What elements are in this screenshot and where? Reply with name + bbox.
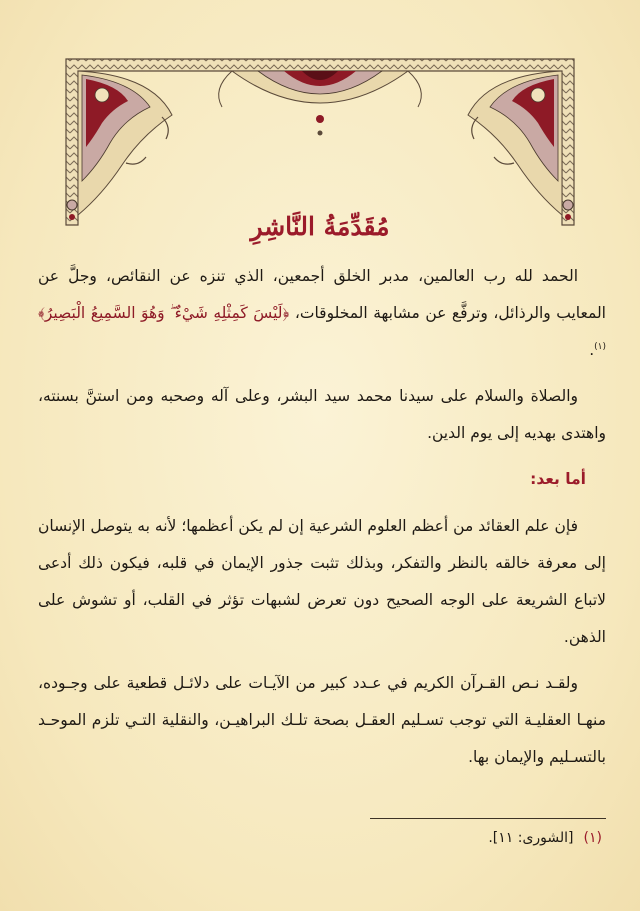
footnote — [488, 830, 602, 846]
section-heading: أما بعد: — [530, 470, 586, 488]
paragraph-1-end: . — [589, 341, 595, 359]
paragraph-4: ولقـد نـص القـرآن الكريم في عـدد كبير من الآيـات على دلائـل قطعية على وجـوده، منهـا العقليـة التي توجب تسـليم العقـل بصحة تلـك البراهيـن، والنقلية التـي تلزم الموحـد بالتسـليم والإيمان بها. — [38, 674, 606, 766]
center-ornament — [219, 71, 422, 136]
page-title: مُقَدِّمَةُ النَّاشِرِ — [250, 212, 390, 241]
paragraph-1 — [38, 258, 606, 369]
ornamental-frame — [62, 55, 578, 230]
paragraph-1-text: الحمد لله رب العالمين، مدبر الخلق أجمعين، الذي تنزه عن النقائص، وجلَّ عن المعايب والرذائل، وترفَّع عن مشابهة المخلوقات، — [38, 267, 606, 322]
footnote-marker[interactable]: (١) — [594, 341, 606, 352]
paragraph-3: فإن علم العقائد من أعظم العلوم الشرعية إن لم يكن أعظمها؛ لأنه به يتوصل الإنسان إلى معرفة خالقه بالنظر والتفكر، وبذلك تثبت جذور الإيمان في قلبه، فيكون ذلك أدعى لاتباع الشريعة على الوجه الصحيح دون تعرض لشبهات تؤثر في القلب، أو تشوش على الذهن. — [38, 517, 606, 646]
right-corner-ornament — [468, 71, 562, 215]
left-corner-ornament — [78, 71, 172, 215]
paragraph-2: والصلاة والسلام على سيدنا محمد سيد البشر، وعلى آله وصحبه ومن استنَّ بسنته، واهتدى بهديه إلى يوم الدين. — [38, 387, 606, 442]
footnote-text: [الشورى: ١١]. — [488, 830, 574, 846]
body-text — [38, 258, 606, 785]
footnote-divider — [370, 818, 606, 819]
quran-verse: ﴿لَيْسَ كَمِثْلِهِ شَيْءٌ ۖ وَهُوَ السَّمِيعُ الْبَصِيرُ﴾ — [38, 304, 290, 322]
footnote-number: (١) — [583, 830, 602, 846]
